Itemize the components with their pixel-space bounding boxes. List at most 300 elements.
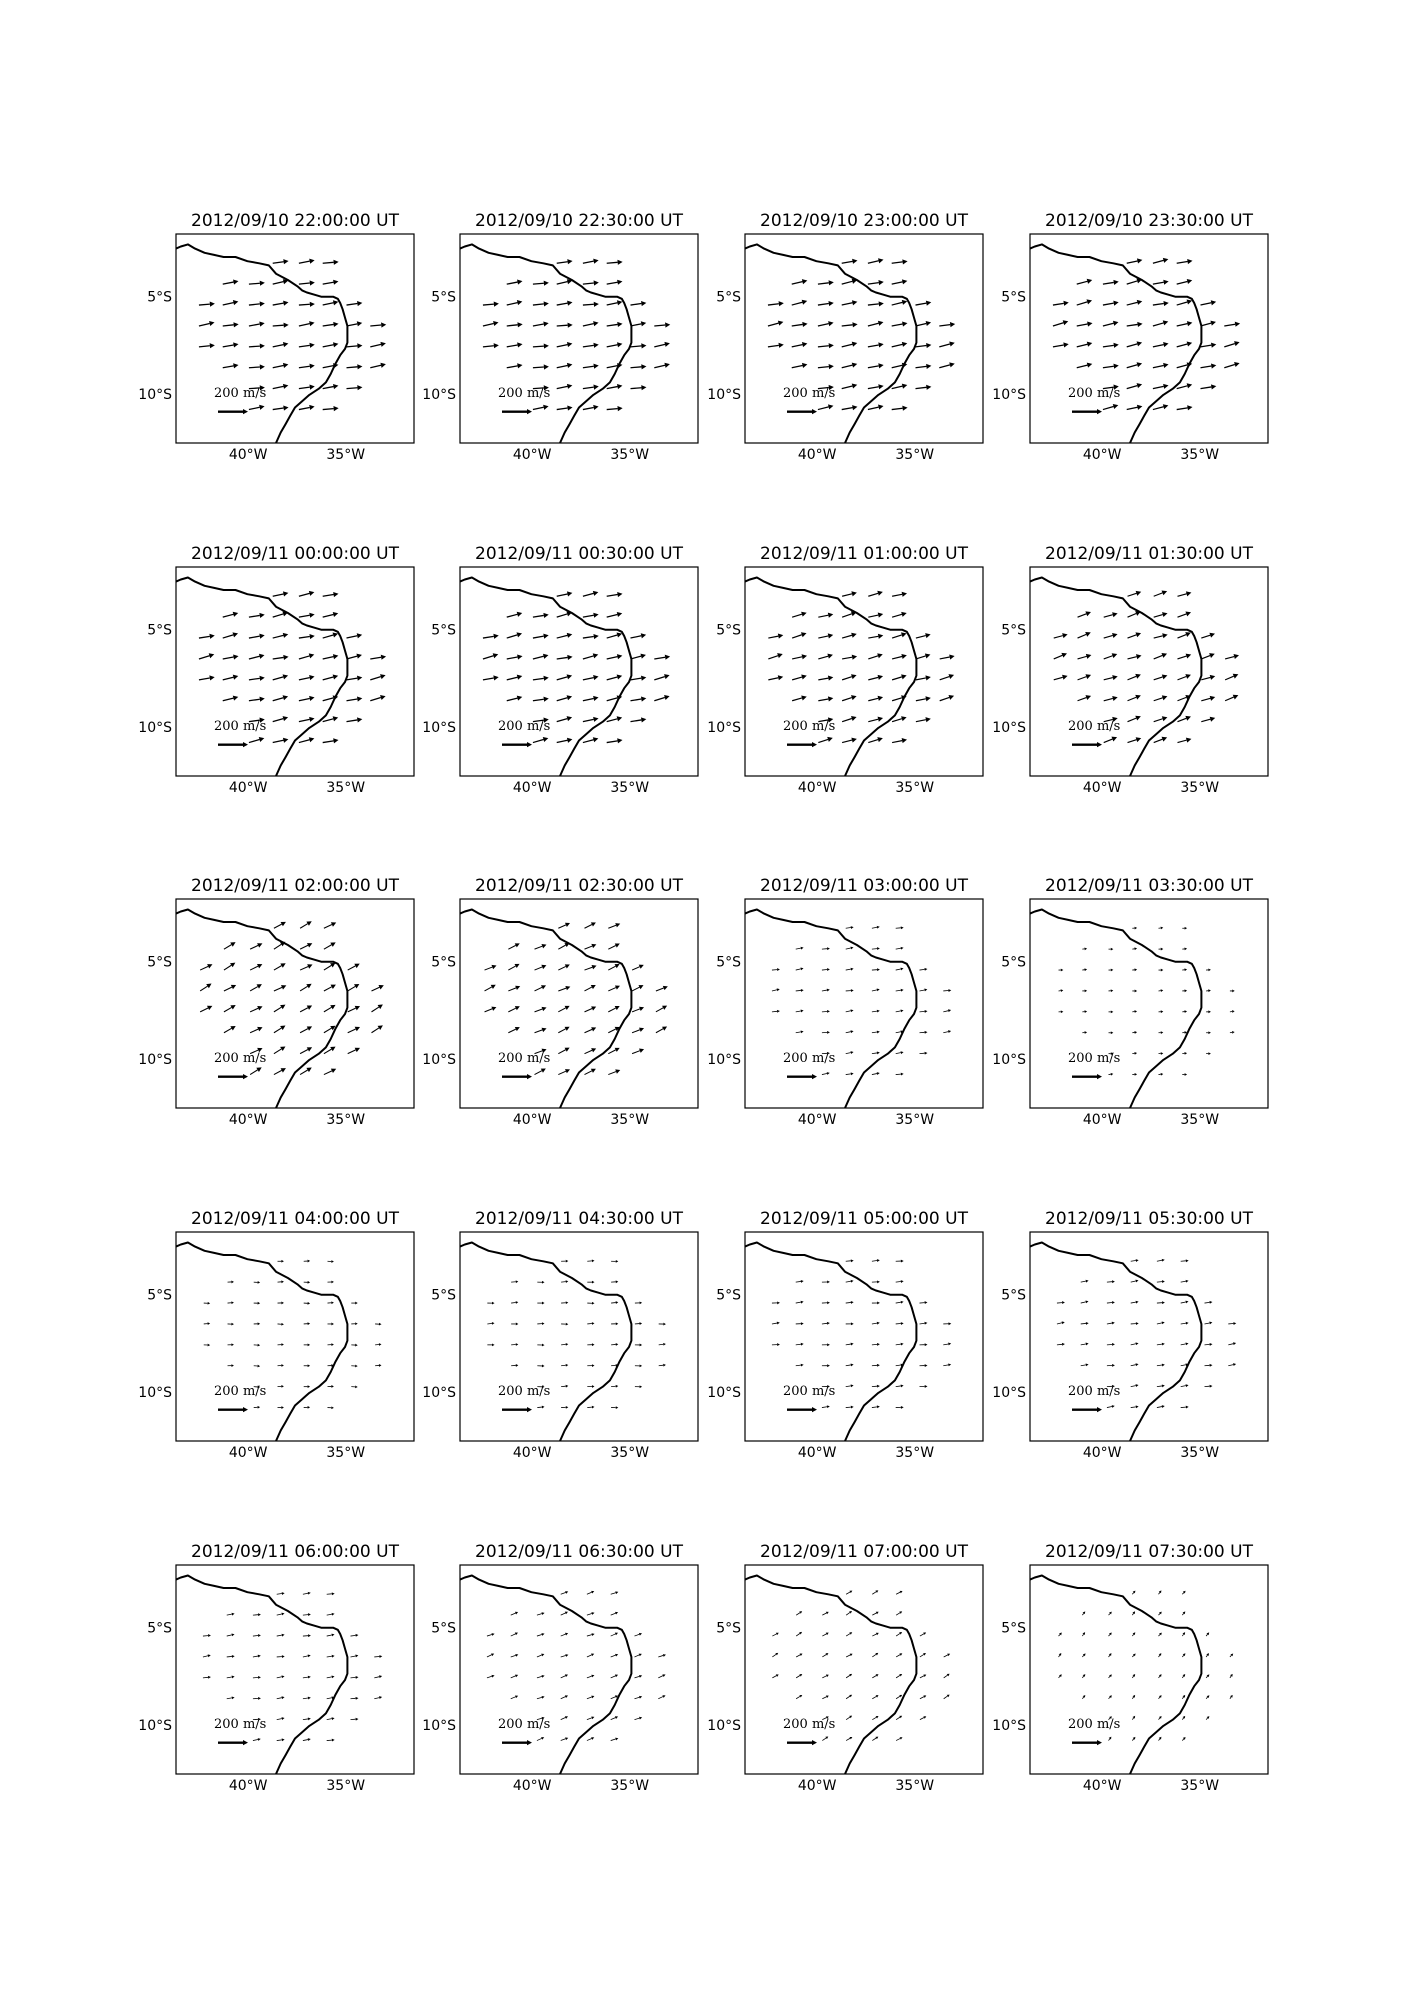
wind-vector — [1182, 1073, 1187, 1076]
wind-vector — [920, 1632, 926, 1636]
wind-vector — [274, 1068, 286, 1074]
panel-title: 2012/09/11 01:00:00 UT — [760, 544, 968, 564]
wind-vector — [249, 321, 265, 326]
wind-vector — [872, 1343, 880, 1346]
wind-vector — [323, 675, 338, 680]
quiver-key-label: 200 m/s — [498, 386, 551, 402]
wind-vector — [561, 1716, 568, 1719]
panel-title: 2012/09/11 04:30:00 UT — [475, 1209, 683, 1229]
wind-vector — [1224, 362, 1239, 368]
wind-vector — [253, 1655, 261, 1658]
wind-vector — [1082, 1031, 1087, 1034]
wind-vector — [631, 633, 647, 638]
wind-vector — [872, 926, 880, 929]
wind-vector — [348, 1048, 360, 1054]
wind-vector — [1206, 1695, 1209, 1699]
wind-vector — [842, 279, 857, 284]
wind-vector — [303, 1613, 311, 1616]
wind-vector — [1182, 1653, 1185, 1657]
wind-vector — [304, 1406, 310, 1409]
y-tick-label: 10°S — [422, 1052, 456, 1069]
map-frame — [745, 1232, 983, 1441]
wind-vector — [896, 989, 904, 992]
wind-vector — [299, 343, 315, 348]
wind-vector — [507, 654, 523, 659]
wind-vector — [561, 1674, 568, 1677]
wind-vector — [223, 654, 239, 659]
wind-vector — [507, 322, 523, 327]
wind-vector — [223, 322, 239, 327]
y-tick-label: 10°S — [422, 720, 456, 737]
wind-vector — [303, 1676, 311, 1679]
wind-vector — [846, 1716, 852, 1720]
map-frame — [176, 1232, 414, 1441]
wind-vector — [199, 343, 215, 348]
map-panel — [138, 1542, 414, 1794]
wind-vector — [607, 322, 623, 327]
wind-vector — [585, 1027, 597, 1032]
wind-vector — [1201, 633, 1215, 638]
wind-vector — [607, 260, 623, 265]
wind-vector — [1157, 1321, 1165, 1324]
panel-title: 2012/09/11 07:30:00 UT — [1045, 1542, 1253, 1562]
x-tick-label: 40°W — [797, 1778, 837, 1794]
wind-vector — [654, 322, 670, 327]
wind-vector — [535, 1028, 547, 1033]
wind-vector — [228, 1323, 234, 1326]
wind-vector — [351, 1676, 359, 1679]
wind-vector — [842, 591, 857, 596]
map-panel — [992, 1542, 1268, 1794]
wind-vector — [223, 696, 239, 701]
wind-vector — [587, 1696, 595, 1699]
map-frame — [1030, 234, 1268, 443]
wind-vector — [635, 1301, 642, 1304]
wind-vector — [372, 985, 384, 991]
wind-vector — [1059, 989, 1064, 992]
wind-vector — [327, 1675, 335, 1678]
quiver-key-arrow — [502, 1074, 532, 1079]
x-tick-label: 40°W — [1082, 1778, 1122, 1794]
quiver-key-label: 200 m/s — [783, 1384, 836, 1400]
wind-vector — [607, 300, 623, 305]
wind-vector — [273, 323, 289, 328]
wind-vector — [846, 1737, 852, 1741]
wind-vector — [792, 612, 807, 617]
wind-vector — [1128, 674, 1141, 680]
wind-vector — [1109, 1031, 1114, 1034]
wind-vector — [635, 1633, 643, 1636]
quiver-key-arrow — [218, 1074, 248, 1079]
wind-vector — [348, 1006, 360, 1012]
wind-vector — [892, 654, 907, 659]
wind-vector — [658, 1654, 666, 1657]
wind-vector — [303, 1654, 311, 1657]
wind-vector — [920, 1364, 928, 1367]
wind-vector — [533, 343, 549, 348]
x-tick-label: 35°W — [610, 780, 650, 796]
x-tick-label: 35°W — [610, 447, 650, 463]
wind-vector — [920, 1343, 928, 1346]
wind-vector — [223, 300, 239, 305]
wind-vector — [1082, 1632, 1085, 1636]
wind-vector — [249, 654, 265, 659]
wind-vector — [1159, 1073, 1164, 1076]
wind-vector — [227, 1633, 235, 1636]
wind-vector — [943, 1322, 951, 1325]
wind-vector — [585, 985, 596, 991]
wind-vector — [300, 964, 312, 970]
map-frame — [1030, 1565, 1268, 1774]
y-tick-label: 5°S — [716, 622, 741, 639]
wind-vector — [896, 1674, 902, 1678]
wind-vector — [1182, 1632, 1185, 1636]
wind-vector — [796, 1674, 802, 1678]
wind-vector — [1159, 1590, 1162, 1594]
wind-vector — [370, 342, 386, 347]
x-tick-label: 35°W — [1180, 1445, 1220, 1461]
wind-vector — [943, 989, 951, 992]
panel-title: 2012/09/11 02:00:00 UT — [191, 876, 399, 896]
wind-vector — [656, 1027, 667, 1033]
wind-vector — [607, 612, 623, 617]
wind-vector — [846, 1406, 854, 1409]
wind-vector — [772, 1322, 780, 1325]
wind-vector — [822, 1612, 828, 1615]
wind-vector — [896, 926, 904, 929]
quiver-key-arrow — [787, 742, 817, 747]
wind-vector — [772, 1633, 778, 1636]
wind-vector — [892, 342, 908, 347]
wind-vector — [223, 363, 239, 368]
wind-vector — [323, 654, 339, 659]
wind-vector — [1154, 695, 1168, 700]
wind-vector — [896, 1632, 902, 1636]
wind-vector — [370, 363, 386, 368]
map-panel — [707, 1209, 983, 1461]
wind-vector — [822, 1653, 828, 1657]
coastline — [1030, 910, 1201, 1109]
wind-vector — [872, 1737, 878, 1741]
wind-vector — [228, 1301, 234, 1304]
panel-title: 2012/09/11 04:00:00 UT — [191, 1209, 399, 1229]
wind-vector — [846, 1051, 854, 1054]
wind-vector — [585, 965, 597, 970]
wind-vector — [796, 1301, 804, 1304]
wind-vector — [1182, 1052, 1187, 1055]
x-tick-label: 35°W — [1180, 447, 1220, 463]
wind-vector — [558, 943, 569, 949]
wind-vector — [1082, 968, 1087, 971]
x-tick-label: 35°W — [895, 447, 935, 463]
wind-vector — [561, 1280, 568, 1283]
wind-vector — [1159, 948, 1164, 951]
wind-vector — [250, 1027, 262, 1033]
wind-vector — [483, 634, 499, 639]
wind-vector — [483, 675, 499, 680]
y-tick-label: 5°S — [1001, 622, 1026, 639]
wind-vector — [585, 922, 596, 928]
wind-vector — [1153, 301, 1169, 306]
y-tick-label: 5°S — [716, 1620, 741, 1637]
panel-title: 2012/09/11 00:30:00 UT — [475, 544, 683, 564]
wind-vector — [223, 675, 239, 680]
wind-vector — [487, 1675, 495, 1678]
wind-vector — [558, 1027, 569, 1033]
wind-vector — [1132, 1737, 1135, 1741]
wind-vector — [537, 1654, 544, 1657]
coastline — [745, 1576, 916, 1775]
wind-vector — [772, 1301, 780, 1304]
wind-vector — [920, 1695, 926, 1698]
wind-vector — [818, 364, 834, 369]
coastline — [745, 1243, 916, 1442]
coastline — [1030, 1243, 1201, 1442]
map-panel — [422, 1542, 698, 1794]
wind-vector — [1228, 1342, 1236, 1345]
wind-vector — [304, 1281, 310, 1284]
wind-vector — [632, 1049, 644, 1054]
wind-vector — [611, 1612, 618, 1615]
wind-vector — [223, 632, 238, 638]
wind-vector — [1154, 653, 1167, 659]
wind-vector — [896, 1280, 904, 1283]
wind-vector — [1082, 1653, 1085, 1657]
wind-vector — [1182, 927, 1187, 930]
wind-vector — [585, 1048, 597, 1053]
wind-vector — [1182, 1611, 1185, 1615]
wind-vector — [1131, 1363, 1139, 1366]
wind-vector — [611, 1280, 618, 1283]
wind-vector — [1132, 1632, 1135, 1636]
wind-vector — [792, 632, 806, 638]
map-panel — [992, 211, 1268, 463]
wind-vector — [300, 1026, 312, 1032]
wind-vector — [943, 1030, 951, 1033]
wind-vector — [303, 1718, 311, 1721]
quiver-key-arrow — [502, 409, 532, 414]
wind-vector — [328, 1260, 334, 1263]
wind-vector — [792, 300, 807, 305]
wind-vector — [323, 260, 339, 265]
wind-vector — [631, 654, 646, 659]
wind-vector — [611, 1385, 618, 1388]
quiver-key-label: 200 m/s — [214, 1051, 267, 1067]
wind-vector — [583, 364, 599, 369]
map-frame — [176, 234, 414, 443]
wind-vector — [277, 1696, 285, 1699]
wind-vector — [1131, 1342, 1139, 1345]
map-frame — [460, 234, 698, 443]
wind-vector — [1132, 1010, 1137, 1013]
quiver-key-label: 200 m/s — [1068, 386, 1121, 402]
wind-vector — [892, 321, 908, 326]
wind-vector — [1230, 1031, 1235, 1034]
x-tick-label: 40°W — [797, 447, 837, 463]
wind-vector — [842, 259, 858, 264]
wind-vector — [1206, 1716, 1209, 1720]
wind-vector — [1159, 1674, 1162, 1678]
wind-vector — [300, 1068, 312, 1075]
x-tick-label: 40°W — [797, 780, 837, 796]
wind-vector — [868, 737, 883, 742]
wind-vector — [1201, 675, 1215, 680]
wind-vector — [587, 1259, 594, 1262]
wind-vector — [585, 944, 597, 949]
wind-vector — [1082, 1674, 1085, 1678]
wind-vector — [1159, 1737, 1162, 1741]
wind-vector — [583, 737, 598, 742]
wind-vector — [1132, 1674, 1135, 1678]
wind-vector — [659, 1343, 666, 1346]
wind-vector — [607, 738, 623, 743]
wind-vector — [303, 1592, 311, 1595]
wind-vector — [608, 923, 620, 928]
wind-vector — [1131, 1280, 1139, 1283]
y-tick-label: 10°S — [992, 720, 1026, 737]
wind-vector — [274, 985, 286, 991]
wind-vector — [1206, 1010, 1211, 1013]
wind-vector — [508, 1006, 520, 1012]
wind-vector — [375, 1364, 381, 1367]
panel-title: 2012/09/11 07:00:00 UT — [760, 1542, 968, 1562]
quiver-key-arrow — [502, 1740, 532, 1745]
wind-vector — [772, 1010, 780, 1013]
wind-vector — [327, 1717, 335, 1720]
wind-vector — [533, 281, 549, 286]
wind-vector — [583, 385, 599, 390]
wind-vector — [273, 363, 289, 368]
wind-vector — [920, 1301, 928, 1304]
wind-vector — [1230, 1695, 1233, 1699]
wind-vector — [1178, 738, 1192, 743]
wind-vector — [372, 1025, 383, 1032]
wind-vector — [1206, 1031, 1211, 1034]
wind-vector — [557, 259, 573, 264]
coastline — [745, 910, 916, 1109]
wind-vector — [920, 1010, 928, 1013]
x-tick-label: 35°W — [1180, 1778, 1220, 1794]
wind-vector — [204, 1344, 210, 1347]
wind-vector — [607, 675, 622, 680]
wind-vector — [632, 985, 643, 991]
wind-vector — [254, 1281, 260, 1284]
wind-vector — [1057, 1321, 1065, 1324]
wind-vector — [1127, 405, 1143, 410]
wind-vector — [818, 280, 834, 285]
wind-vector — [304, 1343, 310, 1346]
wind-vector — [1131, 1301, 1139, 1304]
wind-vector — [1109, 1010, 1114, 1013]
wind-vector — [347, 385, 363, 390]
wind-vector — [1182, 1716, 1185, 1720]
y-tick-label: 10°S — [992, 1718, 1026, 1735]
wind-vector — [1107, 1364, 1115, 1367]
wind-vector — [351, 1365, 357, 1368]
wind-vector — [1205, 1322, 1213, 1325]
wind-vector — [1109, 1073, 1114, 1076]
wind-vector — [200, 984, 211, 991]
wind-vector — [611, 1591, 619, 1594]
panel-title: 2012/09/11 01:30:00 UT — [1045, 544, 1253, 564]
wind-vector — [561, 1737, 569, 1740]
wind-vector — [896, 968, 904, 971]
wind-vector — [1153, 384, 1169, 389]
x-tick-label: 40°W — [512, 1445, 552, 1461]
quiver-key-label: 200 m/s — [783, 719, 836, 735]
wind-vector — [561, 1301, 568, 1304]
wind-vector — [818, 696, 833, 701]
wind-vector — [1077, 279, 1092, 284]
wind-vector — [1078, 632, 1091, 638]
wind-vector — [278, 1323, 284, 1326]
wind-vector — [511, 1633, 518, 1637]
wind-vector — [842, 674, 856, 680]
wind-vector — [1109, 1737, 1112, 1741]
wind-vector — [374, 1696, 382, 1699]
wind-vector — [611, 1738, 619, 1741]
wind-vector — [227, 1676, 235, 1679]
wind-vector — [323, 406, 339, 411]
wind-vector — [1181, 1280, 1189, 1283]
wind-vector — [822, 1031, 830, 1034]
wind-vector — [939, 342, 954, 347]
wind-vector — [278, 1280, 284, 1283]
wind-vector — [1132, 1073, 1137, 1076]
wind-vector — [842, 342, 858, 347]
wind-vector — [533, 405, 549, 410]
wind-vector — [1182, 968, 1187, 971]
wind-vector — [846, 926, 854, 929]
wind-vector — [324, 963, 336, 970]
wind-vector — [1153, 363, 1169, 368]
wind-vector — [351, 1322, 357, 1325]
wind-vector — [1132, 947, 1137, 950]
wind-vector — [347, 717, 363, 722]
y-tick-label: 5°S — [147, 954, 172, 971]
wind-vector — [557, 716, 572, 722]
wind-vector — [1053, 301, 1069, 306]
x-tick-label: 40°W — [1082, 780, 1122, 796]
wind-vector — [920, 1653, 926, 1657]
wind-vector — [487, 1302, 494, 1305]
wind-vector — [822, 1737, 828, 1741]
wind-vector — [274, 1026, 286, 1033]
wind-vector — [1230, 1653, 1233, 1657]
wind-vector — [347, 696, 363, 701]
wind-vector — [1182, 1737, 1185, 1741]
wind-vector — [1178, 612, 1192, 618]
wind-vector — [1201, 717, 1215, 722]
wind-vector — [611, 1716, 618, 1719]
wind-vector — [253, 1634, 261, 1637]
wind-vector — [842, 633, 857, 638]
wind-vector — [299, 653, 314, 659]
wind-vector — [537, 1633, 545, 1636]
wind-vector — [278, 1406, 284, 1409]
wind-vector — [872, 1010, 880, 1013]
wind-vector — [273, 591, 289, 596]
wind-vector — [943, 1363, 951, 1366]
wind-vector — [303, 1634, 311, 1637]
wind-vector — [587, 1322, 594, 1325]
wind-vector — [583, 675, 599, 680]
wind-vector — [278, 1343, 284, 1346]
wind-vector — [796, 1280, 804, 1283]
quiver-key-arrow — [218, 1740, 248, 1745]
wind-vector — [872, 968, 880, 971]
y-tick-label: 10°S — [992, 1052, 1026, 1069]
